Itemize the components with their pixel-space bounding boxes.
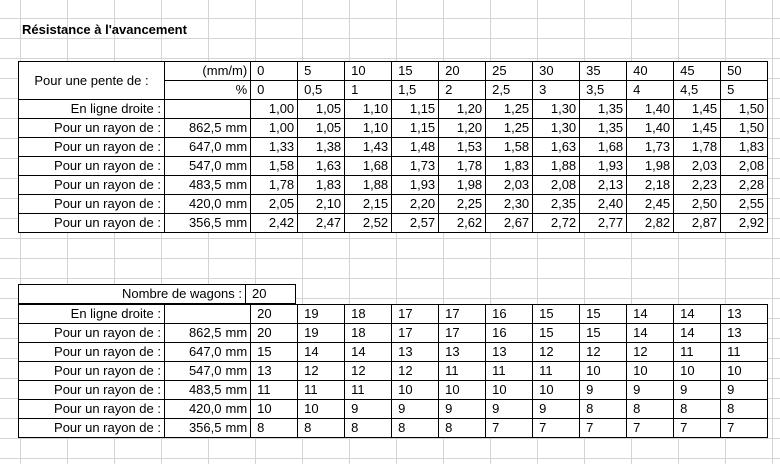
wagons-cell[interactable]: 12 <box>533 343 580 362</box>
radius-label[interactable]: Pour un rayon de : <box>19 157 165 176</box>
radius-value[interactable]: 356,5 <box>165 214 225 233</box>
wagons-cell[interactable]: 13 <box>251 362 298 381</box>
resistance-cell[interactable]: 2,42 <box>251 214 298 233</box>
radius-unit[interactable]: mm <box>225 157 251 176</box>
radius-unit[interactable]: mm <box>225 400 251 419</box>
wagons-cell[interactable]: 7 <box>533 419 580 438</box>
radius-value[interactable]: 356,5 <box>165 419 225 438</box>
radius-row <box>19 195 768 214</box>
wagons-cell[interactable]: 14 <box>627 324 674 343</box>
resistance-cell[interactable]: 1,93 <box>392 176 439 195</box>
resistance-cell[interactable]: 2,82 <box>627 214 674 233</box>
resistance-cell[interactable]: 1,40 <box>627 100 674 119</box>
wagons-cell[interactable]: 10 <box>439 381 486 400</box>
resistance-cell[interactable]: 2,40 <box>580 195 627 214</box>
wagons-cell[interactable]: 8 <box>392 419 439 438</box>
wagons-cell[interactable]: 9 <box>439 400 486 419</box>
slope-mm-row <box>19 62 768 81</box>
wagons-cell[interactable]: 15 <box>580 324 627 343</box>
wagons-cell[interactable]: 17 <box>392 324 439 343</box>
wagons-cell[interactable]: 7 <box>674 419 721 438</box>
resistance-cell[interactable]: 1,78 <box>674 138 721 157</box>
radius-label[interactable]: Pour un rayon de : <box>19 400 165 419</box>
radius-unit[interactable]: mm <box>225 324 251 343</box>
wagons-cell[interactable]: 10 <box>721 362 768 381</box>
resistance-cell[interactable]: 2,05 <box>251 195 298 214</box>
resistance-cell[interactable]: 1,63 <box>533 138 580 157</box>
resistance-cell[interactable]: 2,50 <box>674 195 721 214</box>
radius-label[interactable]: Pour un rayon de : <box>19 214 165 233</box>
wagons-cell[interactable]: 14 <box>298 343 345 362</box>
resistance-cell[interactable]: 1,78 <box>439 157 486 176</box>
resistance-cell[interactable]: 2,30 <box>486 195 533 214</box>
resistance-cell[interactable]: 1,30 <box>533 100 580 119</box>
slope-mm-cell[interactable]: 5 <box>298 62 345 81</box>
slope-pct-cell[interactable]: 1 <box>345 81 392 100</box>
wagons-cell[interactable]: 8 <box>345 419 392 438</box>
slope-pct-cell[interactable]: 4 <box>627 81 674 100</box>
radius-label[interactable]: Pour un rayon de : <box>19 195 165 214</box>
wagons-radius-row <box>19 381 768 400</box>
radius-row <box>19 176 768 195</box>
resistance-cell[interactable]: 1,00 <box>251 119 298 138</box>
wagons-radius-row <box>19 362 768 381</box>
wagons-cell[interactable]: 18 <box>345 324 392 343</box>
wagons-cell[interactable]: 10 <box>580 362 627 381</box>
wagons-cell[interactable]: 11 <box>345 381 392 400</box>
resistance-cell[interactable]: 1,50 <box>721 100 768 119</box>
slope-mm-cell[interactable]: 30 <box>533 62 580 81</box>
radius-value[interactable]: 647,0 <box>165 343 225 362</box>
resistance-cell[interactable]: 2,10 <box>298 195 345 214</box>
slope-mm-cell[interactable]: 15 <box>392 62 439 81</box>
wagons-cell[interactable]: 7 <box>486 419 533 438</box>
radius-row <box>19 157 768 176</box>
wagons-straight-row <box>19 305 768 324</box>
resistance-cell[interactable]: 2,72 <box>533 214 580 233</box>
radius-label[interactable]: Pour un rayon de : <box>19 362 165 381</box>
slope-pct-cell[interactable]: 1,5 <box>392 81 439 100</box>
slope-mm-cell[interactable]: 0 <box>251 62 298 81</box>
wagons-cell[interactable]: 15 <box>580 305 627 324</box>
wagons-cell[interactable]: 9 <box>533 400 580 419</box>
wagons-cell[interactable]: 20 <box>251 305 298 324</box>
straight-row <box>19 100 768 119</box>
radius-value[interactable]: 547,0 <box>165 157 225 176</box>
radius-unit[interactable]: mm <box>225 362 251 381</box>
wagons-cell[interactable]: 9 <box>486 400 533 419</box>
resistance-cell[interactable]: 1,20 <box>439 100 486 119</box>
wagons-label: Nombre de wagons : <box>19 285 246 304</box>
resistance-cell[interactable]: 1,73 <box>627 138 674 157</box>
resistance-cell[interactable]: 2,35 <box>533 195 580 214</box>
wagons-cell[interactable]: 14 <box>674 324 721 343</box>
wagons-cell[interactable]: 7 <box>580 419 627 438</box>
resistance-table <box>18 61 768 233</box>
wagons-cell[interactable]: 10 <box>392 381 439 400</box>
slope-mm-cell[interactable]: 45 <box>674 62 721 81</box>
wagons-cell[interactable]: 16 <box>486 324 533 343</box>
wagons-cell[interactable]: 12 <box>392 362 439 381</box>
resistance-cell[interactable]: 2,20 <box>392 195 439 214</box>
wagons-cell[interactable]: 8 <box>674 400 721 419</box>
resistance-cell[interactable]: 2,55 <box>721 195 768 214</box>
resistance-cell[interactable]: 2,77 <box>580 214 627 233</box>
radius-label[interactable]: Pour un rayon de : <box>19 176 165 195</box>
resistance-cell[interactable]: 1,25 <box>486 119 533 138</box>
resistance-cell[interactable]: 1,35 <box>580 100 627 119</box>
wagons-cell[interactable]: 11 <box>439 362 486 381</box>
resistance-cell[interactable]: 1,48 <box>392 138 439 157</box>
radius-unit[interactable]: mm <box>225 119 251 138</box>
wagons-cell[interactable]: 11 <box>533 362 580 381</box>
radius-value[interactable]: 483,5 <box>165 381 225 400</box>
resistance-cell[interactable]: 2,18 <box>627 176 674 195</box>
wagons-cell[interactable]: 7 <box>627 419 674 438</box>
resistance-cell[interactable]: 2,52 <box>345 214 392 233</box>
slope-label[interactable]: Pour une pente de : <box>19 62 165 100</box>
radius-value[interactable]: 547,0 <box>165 362 225 381</box>
resistance-cell[interactable]: 2,28 <box>721 176 768 195</box>
radius-value[interactable]: 420,0 <box>165 400 225 419</box>
wagons-cell[interactable]: 15 <box>251 343 298 362</box>
wagons-cell[interactable]: 8 <box>721 400 768 419</box>
resistance-cell[interactable]: 1,35 <box>580 119 627 138</box>
wagons-cell[interactable]: 17 <box>439 305 486 324</box>
wagons-cell[interactable]: 8 <box>298 419 345 438</box>
resistance-cell[interactable]: 2,13 <box>580 176 627 195</box>
slope-unit-pct[interactable]: % <box>165 81 251 100</box>
radius-value[interactable]: 483,5 <box>165 176 225 195</box>
resistance-cell[interactable]: 2,57 <box>392 214 439 233</box>
radius-unit[interactable]: mm <box>225 138 251 157</box>
wagons-cell[interactable]: 9 <box>674 381 721 400</box>
wagons-cell[interactable]: 9 <box>580 381 627 400</box>
resistance-cell[interactable]: 1,98 <box>627 157 674 176</box>
sheet-title: Résistance à l'avancement <box>22 22 187 37</box>
resistance-cell[interactable]: 2,67 <box>486 214 533 233</box>
wagons-cell[interactable]: 12 <box>345 362 392 381</box>
wagons-radius-row <box>19 400 768 419</box>
wagon-count-box <box>18 284 296 304</box>
resistance-cell[interactable]: 1,78 <box>251 176 298 195</box>
resistance-cell[interactable]: 1,50 <box>721 119 768 138</box>
resistance-cell[interactable]: 2,92 <box>721 214 768 233</box>
radius-value[interactable]: 647,0 <box>165 138 225 157</box>
wagons-cell[interactable]: 19 <box>298 324 345 343</box>
resistance-cell[interactable]: 1,45 <box>674 119 721 138</box>
wagons-cell[interactable]: 11 <box>251 381 298 400</box>
resistance-cell[interactable]: 2,08 <box>533 176 580 195</box>
resistance-cell[interactable]: 1,93 <box>580 157 627 176</box>
resistance-cell[interactable]: 1,20 <box>439 119 486 138</box>
wagons-cell[interactable]: 10 <box>251 400 298 419</box>
slope-mm-cell[interactable]: 25 <box>486 62 533 81</box>
radius-unit[interactable]: mm <box>225 419 251 438</box>
wagons-cell[interactable]: 10 <box>674 362 721 381</box>
straight-label[interactable]: En ligne droite : <box>19 100 165 119</box>
wagons-cell[interactable]: 8 <box>439 419 486 438</box>
resistance-cell[interactable]: 1,63 <box>298 157 345 176</box>
wagons-cell[interactable]: 8 <box>627 400 674 419</box>
resistance-cell[interactable]: 1,25 <box>486 100 533 119</box>
resistance-cell[interactable]: 2,25 <box>439 195 486 214</box>
wagons-cell[interactable]: 14 <box>674 305 721 324</box>
slope-mm-cell[interactable]: 10 <box>345 62 392 81</box>
wagons-cell[interactable]: 12 <box>627 343 674 362</box>
radius-unit[interactable]: mm <box>225 343 251 362</box>
wagons-cell[interactable]: 17 <box>392 305 439 324</box>
resistance-cell[interactable]: 1,15 <box>392 100 439 119</box>
slope-pct-cell[interactable]: 0 <box>251 81 298 100</box>
resistance-cell[interactable]: 1,68 <box>580 138 627 157</box>
resistance-cell[interactable]: 1,58 <box>486 138 533 157</box>
wagons-cell[interactable]: 9 <box>627 381 674 400</box>
wagons-cell[interactable]: 9 <box>345 400 392 419</box>
slope-unit-mm[interactable]: (mm/m) <box>165 62 251 81</box>
wagons-cell[interactable]: 17 <box>439 324 486 343</box>
radius-label[interactable]: Pour un rayon de : <box>19 381 165 400</box>
wagons-cell[interactable]: 10 <box>298 400 345 419</box>
resistance-cell[interactable]: 2,87 <box>674 214 721 233</box>
slope-pct-cell[interactable]: 2,5 <box>486 81 533 100</box>
resistance-cell[interactable]: 1,53 <box>439 138 486 157</box>
resistance-cell[interactable]: 2,15 <box>345 195 392 214</box>
resistance-cell[interactable]: 1,10 <box>345 100 392 119</box>
resistance-cell[interactable]: 1,33 <box>251 138 298 157</box>
resistance-cell[interactable]: 1,05 <box>298 100 345 119</box>
wagons-table <box>18 304 768 438</box>
resistance-cell[interactable]: 2,08 <box>721 157 768 176</box>
wagons-cell[interactable]: 13 <box>721 324 768 343</box>
resistance-cell[interactable]: 2,62 <box>439 214 486 233</box>
resistance-cell[interactable]: 1,30 <box>533 119 580 138</box>
resistance-cell[interactable]: 2,23 <box>674 176 721 195</box>
resistance-cell[interactable]: 1,10 <box>345 119 392 138</box>
resistance-cell[interactable]: 2,45 <box>627 195 674 214</box>
wagons-cell[interactable]: 12 <box>298 362 345 381</box>
wagons-cell[interactable]: 14 <box>627 305 674 324</box>
resistance-cell[interactable]: 1,43 <box>345 138 392 157</box>
slope-mm-cell[interactable]: 50 <box>721 62 768 81</box>
radius-unit[interactable]: mm <box>225 176 251 195</box>
radius-label[interactable]: Pour un rayon de : <box>19 138 165 157</box>
slope-pct-cell[interactable]: 2 <box>439 81 486 100</box>
radius-label[interactable]: Pour un rayon de : <box>19 324 165 343</box>
wagons-cell[interactable]: 12 <box>580 343 627 362</box>
wagons-cell[interactable]: 13 <box>721 305 768 324</box>
radius-row <box>19 119 768 138</box>
resistance-cell[interactable]: 1,45 <box>674 100 721 119</box>
wagons-cell[interactable]: 18 <box>345 305 392 324</box>
radius-value[interactable]: 862,5 <box>165 119 225 138</box>
resistance-cell[interactable]: 1,40 <box>627 119 674 138</box>
wagons-cell[interactable]: 9 <box>392 400 439 419</box>
resistance-cell[interactable]: 1,83 <box>486 157 533 176</box>
wagons-cell[interactable]: 7 <box>721 419 768 438</box>
slope-pct-cell[interactable]: 3,5 <box>580 81 627 100</box>
radius-unit[interactable]: mm <box>225 195 251 214</box>
resistance-cell[interactable]: 1,68 <box>345 157 392 176</box>
wagons-cell[interactable]: 8 <box>580 400 627 419</box>
slope-pct-cell[interactable]: 4,5 <box>674 81 721 100</box>
wagons-cell[interactable]: 10 <box>627 362 674 381</box>
wagons-cell[interactable]: 11 <box>298 381 345 400</box>
slope-pct-cell[interactable]: 5 <box>721 81 768 100</box>
resistance-cell[interactable]: 1,73 <box>392 157 439 176</box>
wagons-cell[interactable]: 15 <box>533 324 580 343</box>
radius-label[interactable]: Pour un rayon de : <box>19 343 165 362</box>
wagons-value-cell[interactable]: 20 <box>246 285 296 304</box>
wagons-cell[interactable]: 9 <box>721 381 768 400</box>
radius-value[interactable]: 862,5 <box>165 324 225 343</box>
radius-unit[interactable]: mm <box>225 381 251 400</box>
radius-value[interactable]: 420,0 <box>165 195 225 214</box>
wagons-cell[interactable]: 20 <box>251 324 298 343</box>
resistance-cell[interactable]: 2,03 <box>486 176 533 195</box>
slope-mm-cell[interactable]: 40 <box>627 62 674 81</box>
wagons-radius-row <box>19 419 768 438</box>
slope-pct-cell[interactable]: 3 <box>533 81 580 100</box>
radius-row <box>19 214 768 233</box>
resistance-cell[interactable]: 1,05 <box>298 119 345 138</box>
resistance-cell[interactable]: 1,58 <box>251 157 298 176</box>
slope-mm-cell[interactable]: 20 <box>439 62 486 81</box>
resistance-cell[interactable]: 1,00 <box>251 100 298 119</box>
wagons-cell[interactable]: 10 <box>533 381 580 400</box>
wagons-cell[interactable]: 13 <box>392 343 439 362</box>
radius-unit[interactable]: mm <box>225 214 251 233</box>
wagons-cell[interactable]: 15 <box>533 305 580 324</box>
wagons-radius-row <box>19 324 768 343</box>
empty-cell[interactable] <box>165 100 251 119</box>
wagons-cell[interactable]: 13 <box>439 343 486 362</box>
resistance-cell[interactable]: 1,88 <box>533 157 580 176</box>
wagons-cell[interactable]: 8 <box>251 419 298 438</box>
wagons-cell[interactable]: 14 <box>345 343 392 362</box>
resistance-cell[interactable]: 1,98 <box>439 176 486 195</box>
wagons-cell[interactable]: 11 <box>721 343 768 362</box>
resistance-cell[interactable]: 1,88 <box>345 176 392 195</box>
wagons-cell[interactable]: 19 <box>298 305 345 324</box>
resistance-cell[interactable]: 1,83 <box>721 138 768 157</box>
wagons-cell[interactable]: 16 <box>486 305 533 324</box>
wagons-cell[interactable]: 10 <box>486 381 533 400</box>
resistance-cell[interactable]: 1,83 <box>298 176 345 195</box>
resistance-cell[interactable]: 1,15 <box>392 119 439 138</box>
empty-cell[interactable] <box>165 305 251 324</box>
resistance-cell[interactable]: 2,03 <box>674 157 721 176</box>
radius-label[interactable]: Pour un rayon de : <box>19 419 165 438</box>
wagons-cell[interactable]: 13 <box>486 343 533 362</box>
resistance-cell[interactable]: 2,47 <box>298 214 345 233</box>
wagons-radius-row <box>19 343 768 362</box>
radius-row <box>19 138 768 157</box>
slope-mm-cell[interactable]: 35 <box>580 62 627 81</box>
wagons-cell[interactable]: 11 <box>486 362 533 381</box>
slope-pct-cell[interactable]: 0,5 <box>298 81 345 100</box>
wagons-cell[interactable]: 11 <box>674 343 721 362</box>
straight-label[interactable]: En ligne droite : <box>19 305 165 324</box>
radius-label[interactable]: Pour un rayon de : <box>19 119 165 138</box>
resistance-cell[interactable]: 1,38 <box>298 138 345 157</box>
